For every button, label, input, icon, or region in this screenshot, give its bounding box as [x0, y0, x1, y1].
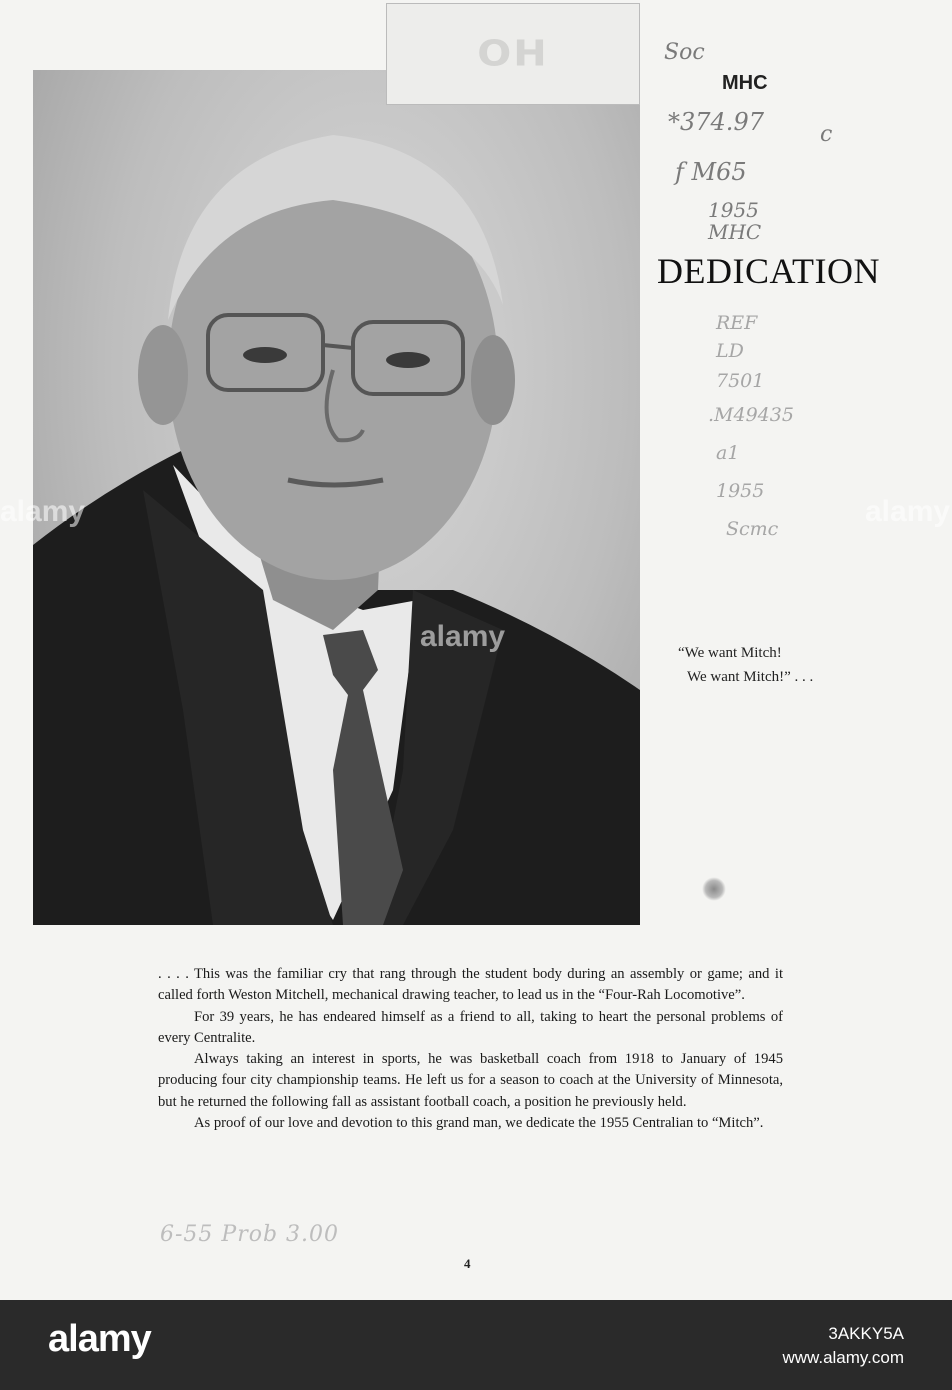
body-paragraph-1: . . . . This was the familiar cry that rang through the student body during an assembly or game; and it called forth Weston Mitchell, mechanical drawing teacher, to lead us in the “Four-Rah Locomotive”. — [158, 966, 783, 1004]
handwritten-ref: REF — [716, 312, 758, 334]
handwritten-fm65: f M65 — [675, 158, 747, 186]
library-label-box — [386, 3, 640, 105]
handwritten-soc: Soc — [664, 40, 705, 65]
quote-line-1: “We want Mitch! — [678, 645, 782, 661]
page-title: DEDICATION — [657, 251, 880, 291]
watermark-footer — [0, 1300, 952, 1390]
body-paragraph-4: As proof of our love and devotion to this grand man, we dedicate the 1955 Centralian to “Mitch”. — [194, 1115, 764, 1132]
footer-image-info — [782, 1322, 904, 1370]
quote-line-2: We want Mitch!” . . . — [687, 669, 814, 685]
body-paragraph-2: For 39 years, he has endeared himself as a friend to all, taking to heart the personal problems of every Centralite. — [158, 1008, 783, 1046]
handwritten-a1: a1 — [716, 442, 740, 464]
handwritten-ld: LD — [716, 340, 744, 362]
handwritten-signature: 6-55 Prob 3.00 — [160, 1222, 340, 1247]
portrait-photo — [33, 70, 640, 925]
handwritten-c: c — [820, 122, 833, 147]
handwritten-1955: 1955 — [716, 480, 765, 502]
handwritten-cutter: .M49435 — [708, 404, 794, 426]
footer-brand-logo: alamy — [48, 1318, 151, 1360]
footer-site-url: www.alamy.com — [782, 1348, 904, 1367]
handwritten-year: 1955 — [708, 198, 759, 222]
handwritten-scmc: Scmc — [726, 518, 779, 540]
watermark-right: alamy — [865, 495, 951, 528]
ink-smudge — [702, 877, 726, 901]
handwritten-7501: 7501 — [716, 370, 765, 392]
dedication-body — [158, 964, 783, 1134]
portrait-illustration — [33, 70, 640, 925]
quote-block — [678, 641, 813, 689]
watermark-left: alamy — [0, 495, 86, 528]
label-box-text: OH — [477, 33, 549, 75]
call-number-text: 374.97 — [680, 108, 764, 136]
footer-image-id: 3AKKY5A — [828, 1324, 904, 1343]
body-paragraph-3: Always taking an interest in sports, he was basketball coach from 1918 to January of 1945 producing four city championship teams. He left us for a season to coach at the University of Minnesota, but he returned the following fall as assistant football coach, a position he previously held. — [158, 1051, 783, 1110]
watermark-center: alamy — [420, 620, 506, 653]
page-number: 4 — [464, 1256, 471, 1271]
handwritten-call-number: *374.97 — [668, 108, 764, 136]
handwritten-mhc: MHC — [708, 220, 762, 244]
call-label-mhc: MHC — [722, 72, 768, 94]
